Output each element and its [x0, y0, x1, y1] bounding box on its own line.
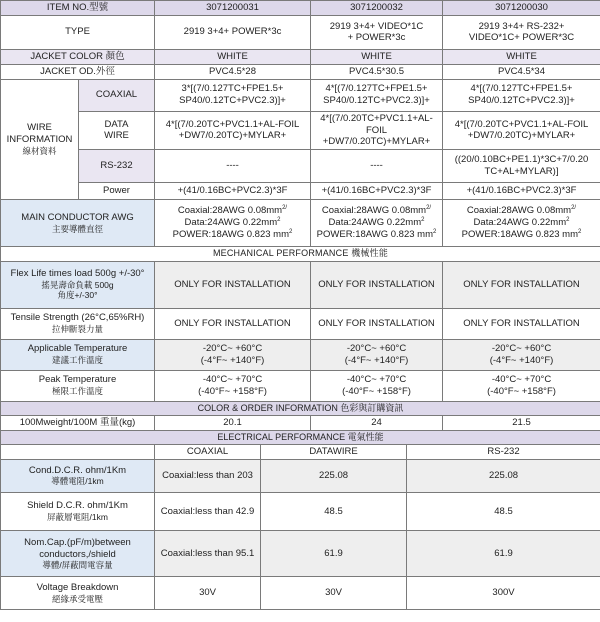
- voltage-rs232: 300V: [407, 577, 600, 610]
- shield-dcr-rs232: 48.5: [407, 492, 600, 531]
- flex-3: ONLY FOR INSTALLATION: [443, 261, 600, 308]
- wire-info-label: [1, 79, 79, 200]
- data-wire-label: [79, 111, 155, 150]
- type-value-3: [443, 15, 600, 49]
- voltage-row: [1, 577, 600, 610]
- applicable-3: [443, 339, 600, 370]
- item-no-label: ITEM NO.型號: [1, 1, 155, 16]
- nom-cap-datawire: 61.9: [261, 531, 407, 577]
- main-conductor-en: MAIN CONDUCTOR AWG: [21, 212, 134, 223]
- data-wire-2-l1: 4*[(7/0.20TC+PVC1.1+AL-FOIL: [320, 112, 433, 136]
- peak-1-l2: (-40°F~ +158°F): [198, 385, 267, 397]
- peak-3-l1: -40°C~ +70°C: [491, 373, 552, 385]
- shield-dcr-row: [1, 492, 600, 531]
- coaxial-1-l1: 3*[(7/0.127TC+FPE1.5+: [181, 83, 284, 95]
- mc-2-data-text: Data:24AWG 0.22mm: [328, 217, 422, 229]
- voltage-coaxial: 30V: [155, 577, 261, 610]
- nom-cap-l2: conductors,/shield: [39, 548, 116, 560]
- data-wire-1-l1: 4*[(7/0.20TC+PVC1.1+AL-FOIL: [165, 118, 300, 130]
- wire-label-line2: INFORMATION: [6, 134, 73, 146]
- data-wire-l1: DATA: [104, 118, 129, 130]
- voltage-label: [1, 577, 155, 610]
- mc-2-coax-text: Coaxial:28AWG 0.08mm: [321, 205, 427, 217]
- applicable-3-l1: -20°C~ +60°C: [491, 342, 552, 354]
- shield-dcr-label: [1, 492, 155, 531]
- mc-1-power-text: POWER:18AWG 0.823 mm: [172, 229, 289, 241]
- peak-temp-label: [1, 370, 155, 401]
- flex-row: [1, 261, 600, 308]
- coaxial-1: [155, 79, 311, 111]
- peak-l1: Peak Temperature: [38, 374, 117, 386]
- nom-cap-rs232: 61.9: [407, 531, 600, 577]
- mechanical-title-row: [1, 247, 600, 261]
- mc-1-coax-sup: 2/: [282, 205, 288, 212]
- jacket-od-label: JACKET OD.外徑: [1, 64, 155, 79]
- coaxial-2-l2: SP40/0.12TC+PVC2.3)]+: [323, 95, 430, 107]
- cond-dcr-l1: Cond.D.C.R. ohm/1Km: [28, 464, 127, 476]
- jacket-color-3: WHITE: [443, 49, 600, 64]
- type-value-1: [155, 15, 311, 49]
- wire-coaxial-row: [1, 79, 600, 111]
- jacket-od-3: PVC4.5*34: [443, 64, 600, 79]
- header-row: [1, 1, 600, 16]
- main-conductor-label: [1, 200, 155, 247]
- mc-1-power-sup: 2: [289, 229, 293, 236]
- mc-3-data: [445, 217, 598, 229]
- mc-3-coax-text: Coaxial:28AWG 0.08mm: [466, 205, 572, 217]
- mc-3-data-sup: 2: [566, 217, 570, 224]
- nom-cap-label: [1, 531, 155, 577]
- flex-l1: Flex Life times load 500g +/-30°: [10, 267, 145, 279]
- main-conductor-row: [1, 200, 600, 247]
- tensile-3: ONLY FOR INSTALLATION: [443, 308, 600, 339]
- mc-2-data: [313, 217, 440, 229]
- mc-1-coax-text: Coaxial:28AWG 0.08mm: [177, 205, 283, 217]
- tensile-2: ONLY FOR INSTALLATION: [311, 308, 443, 339]
- type-2-line2: + POWER*3c: [347, 32, 406, 44]
- wire-rs232-row: [1, 150, 600, 183]
- coaxial-2: [311, 79, 443, 111]
- wire-power-row: [1, 183, 600, 200]
- weight-label: 100Mweight/100M 重量(kg): [1, 415, 155, 430]
- electrical-title-row: [1, 430, 600, 444]
- type-1-line1: 2919 3+4+ POWER*3c: [183, 26, 282, 38]
- tensile-1: ONLY FOR INSTALLATION: [155, 308, 311, 339]
- coaxial-3-l2: SP40/0.12TC+PVC2.3)]+: [468, 95, 575, 107]
- data-wire-3-l1: 4*[(7/0.20TC+PVC1.1+AL-FOIL: [454, 118, 589, 130]
- rs232-3: [443, 150, 600, 183]
- type-label: TYPE: [1, 15, 155, 49]
- nom-cap-l3: 導體/屏蔽間電容量: [42, 560, 113, 571]
- peak-temp-row: [1, 370, 600, 401]
- applicable-temp-row: [1, 339, 600, 370]
- color-order-title: COLOR & ORDER INFORMATION 色彩與訂購資訊: [1, 401, 600, 415]
- mc-2-data-sup: 2: [421, 217, 425, 224]
- weight-1: 20.1: [155, 415, 311, 430]
- data-wire-1-l2: +DW7/0.20TC)+MYLAR+: [178, 130, 287, 142]
- flex-label: [1, 261, 155, 308]
- applicable-2-l2: (-4°F~ +140°F): [344, 354, 409, 366]
- shield-dcr-l2: 屏蔽層電阻/1km: [47, 512, 108, 523]
- peak-2-l1: -40°C~ +70°C: [346, 373, 407, 385]
- voltage-l1: Voltage Breakdown: [36, 582, 119, 594]
- type-2-line1: 2919 3+4+ VIDEO*1C: [329, 20, 424, 32]
- data-wire-3: [443, 111, 600, 150]
- voltage-datawire: 30V: [261, 577, 407, 610]
- mc-3-coax: [445, 205, 598, 217]
- tensile-row: [1, 308, 600, 339]
- flex-l3: 角度+/-30°: [57, 290, 98, 301]
- electrical-corner: [1, 444, 155, 459]
- data-wire-1: [155, 111, 311, 150]
- nom-cap-row: [1, 531, 600, 577]
- mc-3-data-text: Data:24AWG 0.22mm: [473, 217, 567, 229]
- nom-cap-coaxial: Coaxial:less than 95.1: [155, 531, 261, 577]
- jacket-color-label: JACKET COLOR 顏色: [1, 49, 155, 64]
- voltage-l2: 絕緣承受電壓: [52, 594, 104, 604]
- power-label: Power: [79, 183, 155, 200]
- mc-3-coax-sup: 2/: [571, 205, 577, 212]
- peak-3-l2: (-40°F~ +158°F): [487, 385, 556, 397]
- type-3-line1: 2919 3+4+ RS-232+: [478, 20, 565, 32]
- cond-dcr-row: [1, 459, 600, 492]
- item-no-1: 3071200031: [155, 1, 311, 16]
- rs232-1: ----: [155, 150, 311, 183]
- mc-2-power: [313, 229, 440, 241]
- power-2: +(41/0.16BC+PVC2.3)*3F: [311, 183, 443, 200]
- weight-2: 24: [311, 415, 443, 430]
- mc-3-power: [445, 229, 598, 241]
- main-conductor-1: [155, 200, 311, 247]
- wire-label-line1: WIRE: [27, 122, 52, 134]
- rs232-2: ----: [311, 150, 443, 183]
- cond-dcr-datawire: 225.08: [261, 459, 407, 492]
- mc-1-data-sup: 2: [277, 217, 281, 224]
- weight-row: [1, 415, 600, 430]
- peak-1: [155, 370, 311, 401]
- rs232-3-l2: TC+AL+MYLAR)]: [484, 166, 559, 178]
- peak-2: [311, 370, 443, 401]
- mc-3-power-text: POWER:18AWG 0.823 mm: [461, 229, 578, 241]
- flex-2: ONLY FOR INSTALLATION: [311, 261, 443, 308]
- mc-2-power-text: POWER:18AWG 0.823 mm: [316, 229, 433, 241]
- jacket-od-row: [1, 64, 600, 79]
- flex-l2: 搖晃壽命負載 500g: [41, 279, 114, 290]
- electrical-columns-row: [1, 444, 600, 459]
- applicable-3-l2: (-4°F~ +140°F): [489, 354, 554, 366]
- cond-dcr-rs232: 225.08: [407, 459, 600, 492]
- color-order-title-row: [1, 401, 600, 415]
- shield-dcr-datawire: 48.5: [261, 492, 407, 531]
- main-conductor-2: [311, 200, 443, 247]
- rs232-label: RS-232: [79, 150, 155, 183]
- power-3: +(41/0.16BC+PVC2.3)*3F: [443, 183, 600, 200]
- mc-2-coax-sup: 2/: [426, 205, 432, 212]
- electrical-title: ELECTRICAL PERFORMANCE 電氣性能: [1, 430, 600, 444]
- peak-3: [443, 370, 600, 401]
- col-datawire: DATAWIRE: [261, 444, 407, 459]
- col-rs232: RS-232: [407, 444, 600, 459]
- peak-l2: 極限工作溫度: [52, 386, 104, 397]
- cond-dcr-coaxial: Coaxial:less than 203: [155, 459, 261, 492]
- type-row: [1, 15, 600, 49]
- col-coaxial: COAXIAL: [155, 444, 261, 459]
- main-conductor-3: [443, 200, 600, 247]
- item-no-2: 3071200032: [311, 1, 443, 16]
- data-wire-2-l2: +DW7/0.20TC)+MYLAR+: [322, 136, 431, 148]
- jacket-color-1: WHITE: [155, 49, 311, 64]
- shield-dcr-coaxial: Coaxial:less than 42.9: [155, 492, 261, 531]
- applicable-l1: Applicable Temperature: [27, 343, 128, 355]
- coaxial-3-l1: 4*[(7/0.127TC+FPE1.5+: [470, 83, 573, 95]
- jacket-color-2: WHITE: [311, 49, 443, 64]
- shield-dcr-l1: Shield D.C.R. ohm/1Km: [27, 500, 128, 512]
- applicable-1-l1: -20°C~ +60°C: [202, 342, 263, 354]
- type-3-line2: VIDEO*1C+ POWER*3C: [468, 32, 575, 44]
- data-wire-3-l2: +DW7/0.20TC)+MYLAR+: [467, 130, 576, 142]
- mc-1-data-text: Data:24AWG 0.22mm: [184, 217, 278, 229]
- item-no-3: 3071200030: [443, 1, 600, 16]
- data-wire-2: [311, 111, 443, 150]
- coaxial-1-l2: SP40/0.12TC+PVC2.3)]+: [179, 95, 286, 107]
- wire-data-row: [1, 111, 600, 150]
- peak-1-l1: -40°C~ +70°C: [202, 373, 263, 385]
- mc-2-coax: [313, 205, 440, 217]
- jacket-color-row: [1, 49, 600, 64]
- mc-1-coax: [157, 205, 308, 217]
- power-1: +(41/0.16BC+PVC2.3)*3F: [155, 183, 311, 200]
- tensile-l2: 拉伸斷裂力量: [52, 324, 104, 335]
- tensile-l1: Tensile Strength (26°C,65%RH): [10, 312, 145, 324]
- rs232-3-l1: ((20/0.10BC+PE1.1)*3C+7/0.20: [454, 154, 589, 166]
- mc-3-power-sup: 2: [578, 229, 582, 236]
- cond-dcr-label: [1, 459, 155, 492]
- flex-1: ONLY FOR INSTALLATION: [155, 261, 311, 308]
- applicable-l2: 建議工作溫度: [52, 355, 104, 366]
- tensile-label: [1, 308, 155, 339]
- type-value-2: [311, 15, 443, 49]
- weight-3: 21.5: [443, 415, 600, 430]
- cond-dcr-l2: 導體電阻/1km: [51, 476, 104, 487]
- applicable-temp-label: [1, 339, 155, 370]
- applicable-2: [311, 339, 443, 370]
- coaxial-2-l1: 4*[(7/0.127TC+FPE1.5+: [325, 83, 428, 95]
- data-wire-l2: WIRE: [104, 130, 129, 142]
- jacket-od-2: PVC4.5*30.5: [311, 64, 443, 79]
- applicable-1-l2: (-4°F~ +140°F): [200, 354, 265, 366]
- main-conductor-cn: 主要導體直徑: [52, 223, 104, 234]
- jacket-od-1: PVC4.5*28: [155, 64, 311, 79]
- peak-2-l2: (-40°F~ +158°F): [342, 385, 411, 397]
- coaxial-3: [443, 79, 600, 111]
- coaxial-label: COAXIAL: [79, 79, 155, 111]
- applicable-2-l1: -20°C~ +60°C: [346, 342, 407, 354]
- applicable-1: [155, 339, 311, 370]
- mc-1-power: [157, 229, 308, 241]
- mc-1-data: [157, 217, 308, 229]
- mc-2-power-sup: 2: [433, 229, 437, 236]
- nom-cap-l1: Nom.Cap.(pF/m)between: [24, 536, 131, 548]
- mechanical-title: MECHANICAL PERFORMANCE 機械性能: [1, 247, 600, 261]
- wire-label-cn: 線材資料: [22, 146, 57, 156]
